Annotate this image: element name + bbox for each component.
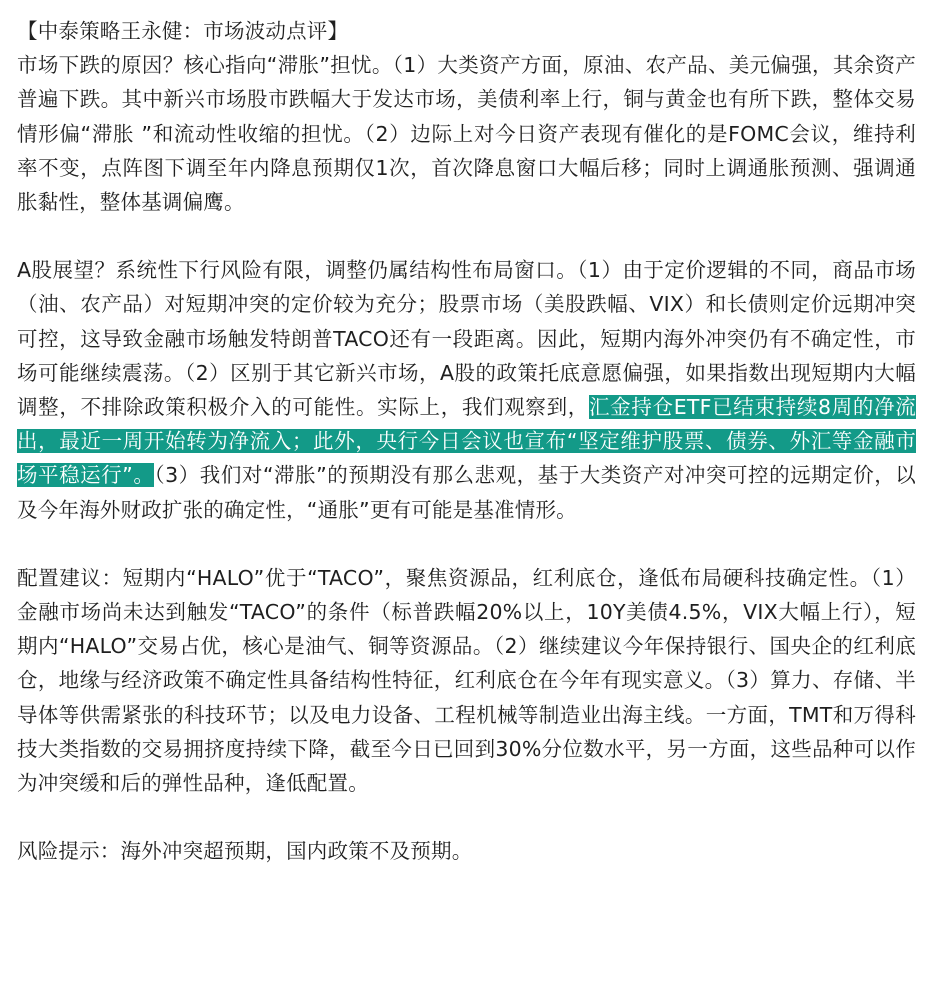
paragraph-gap: [17, 527, 916, 561]
outlook-text-after: （3）我们对“滞胀”的预期没有那么悲观，基于大类资产对冲突可控的远期定价，以及今年海外财政扩张的确定性，“通胀”更有可能是基准情形。: [17, 463, 916, 522]
paragraph-risk-warning: 风险提示：海外冲突超预期，国内政策不及预期。: [17, 839, 473, 864]
paragraph-gap: [17, 219, 916, 253]
paragraph-allocation-advice: 配置建议：短期内“HALO”优于“TACO”，聚焦资源品，红利底仓，逢低布局硬科技确定性。（1）金融市场尚未达到触发“TACO”的条件（标普跌幅20%以上，10Y美债4.5%，VIX大幅上行），短期内“HALO”交易占优，核心是油气、铜等资源品。（2）继续建议今年保持银行、国央企的红利底仓，地缘与经济政策不确定性具备结构性特征，红利底仓在今年有现实意义。（3）算力、存储、半导体等供需紧张的科技环节；以及电力设备、工程机械等制造业出海主线。一方面，TMT和万得科技大类指数的交易拥挤度持续下降，截至今日已回到30%分位数水平，另一方面，这些品种可以作为冲突缓和后的弹性品种，逢低配置。: [17, 565, 916, 796]
paragraph-gap: [17, 800, 916, 834]
paragraph-a-share-outlook: [17, 253, 916, 527]
paragraph-market-decline: 市场下跌的原因？核心指向“滞胀”担忧。（1）大类资产方面，原油、农产品、美元偏强，其余资产普遍下跌。其中新兴市场股市跌幅大于发达市场，美债利率上行，铜与黄金也有所下跌，整体交易情形偏“滞胀 ”和流动性收缩的担忧。（2）边际上对今日资产表现有催化的是FOMC会议，维持利率不变，点阵图下调至年内降息预期仅1次，首次降息窗口大幅后移；同时上调通胀预测、强调通胀黏性，整体基调偏鹰。: [17, 53, 916, 215]
article-title: 【中泰策略王永健：市场波动点评】: [17, 19, 349, 43]
outlook-text-before: A股展望？系统性下行风险有限，调整仍属结构性布局窗口。（1）由于定价逻辑的不同，商品市场（油、农产品）对短期冲突的定价较为充分；股票市场（美股跌幅、VIX）和长债则定价远期冲突可控，这导致金融市场触发特朗普TACO还有一段距离。因此，短期内海外冲突仍有不确定性，市场可能继续震荡。（2）区别于其它新兴市场，A股的政策托底意愿偏强，如果指数出现短期内大幅调整，不排除政策积极介入的可能性。实际上，我们观察到，: [17, 258, 916, 420]
highlighted-text: 汇金持仓ETF已结束持续8周的净流出，最近一周开始转为净流入；此外，央行今日会议也宣布“坚定维护股票、债券、外汇等金融市场平稳运行”。: [17, 395, 916, 488]
